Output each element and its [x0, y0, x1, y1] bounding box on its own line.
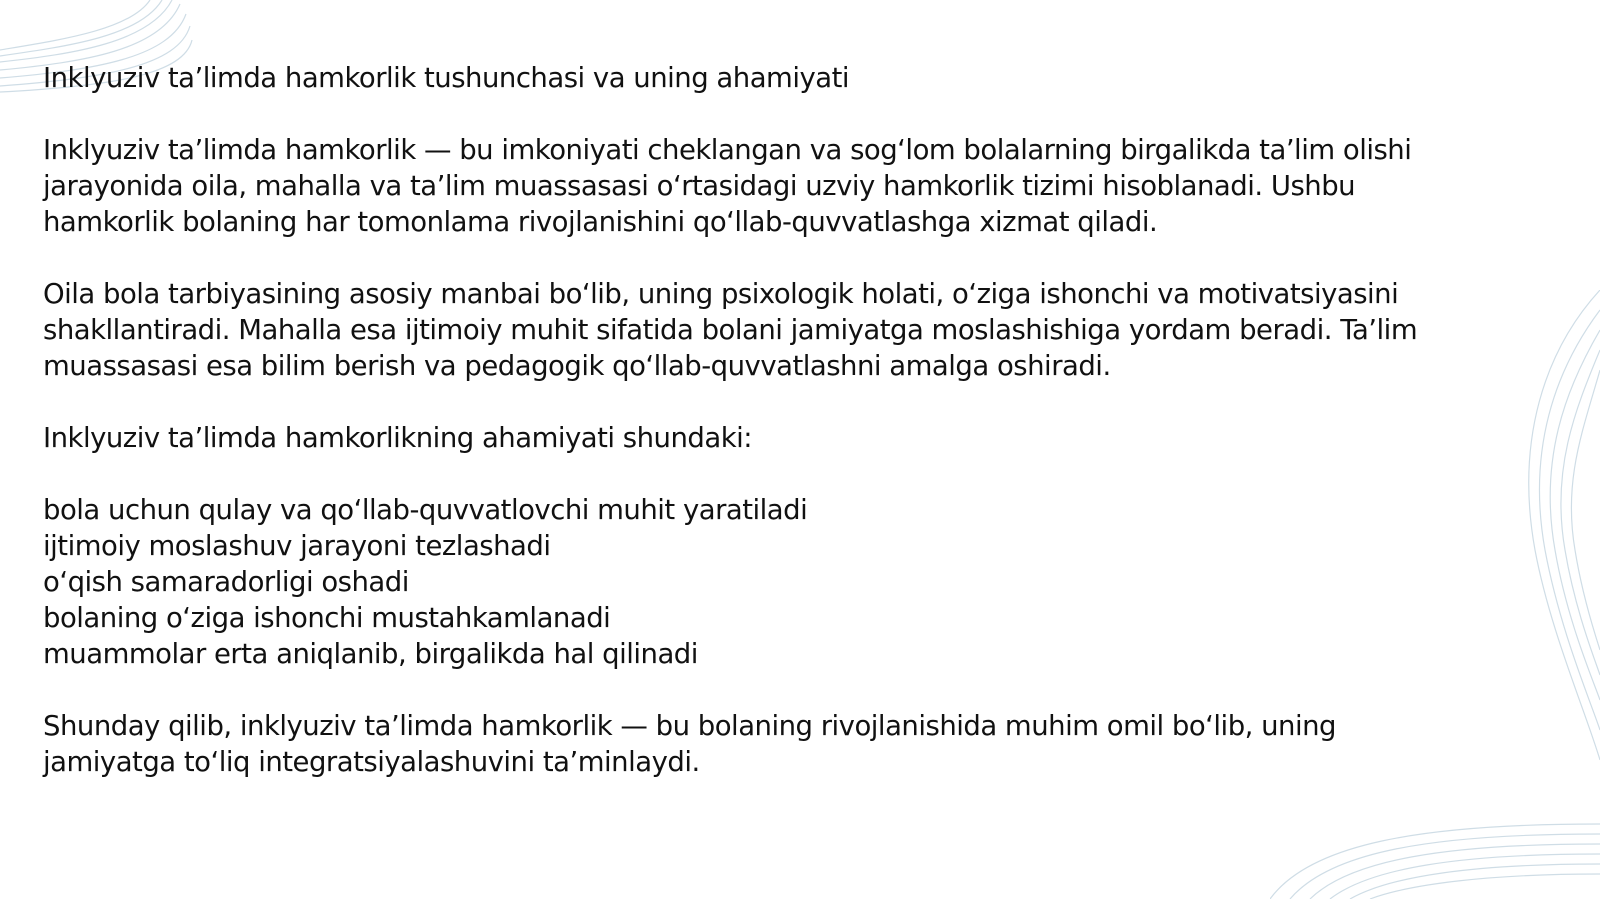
paragraph-conclusion: Shunday qilib, inklyuziv ta’limda hamkorlik — bu bolaning rivojlanishida muhim omil bo‘lib, uning jamiyatga to‘liq integratsiyalashuvini ta’minlaydi.: [43, 710, 1337, 778]
list-item: ijtimoiy moslashuv jarayoni tezlashadi: [43, 530, 551, 562]
list-item: bolaning o‘ziga ishonchi mustahkamlanadi: [43, 602, 611, 634]
paragraph-definition: Inklyuziv ta’limda hamkorlik — bu imkoniyati cheklangan va sog‘lom bolalarning birgalikda ta’lim olishi jarayonida oila, mahalla va ta’lim muassasasi o‘rtasidagi uzviy hamkorlik tizimi hisoblanadi. Ushbu hamkorlik bolaning har tomonlama rivojlanishini qo‘llab-quvvatlashga xizmat qiladi.: [43, 134, 1412, 238]
list-intro: Inklyuziv ta’limda hamkorlikning ahamiyati shundaki:: [43, 422, 753, 454]
paragraph-roles: Oila bola tarbiyasining asosiy manbai bo‘lib, uning psixologik holati, o‘ziga ishonchi va motivatsiyasini shakllantiradi. Mahalla esa ijtimoiy muhit sifatida bolani jamiyatga moslashishiga yordam beradi. Ta’lim muassasasi esa bilim berish va pedagogik qo‘llab-quvvatlashni amalga oshiradi.: [43, 278, 1418, 382]
list-item: bola uchun qulay va qo‘llab-quvvatlovchi muhit yaratiladi: [43, 494, 808, 526]
slide-content: [43, 60, 1543, 816]
list-item: o‘qish samaradorligi oshadi: [43, 566, 409, 598]
list-item: muammolar erta aniqlanib, birgalikda hal qilinadi: [43, 638, 698, 670]
slide-title: Inklyuziv ta’limda hamkorlik tushunchasi va uning ahamiyati: [43, 62, 850, 94]
benefits-list: [43, 492, 1543, 672]
wave-lines-decoration-bottom-right: [1270, 804, 1600, 899]
